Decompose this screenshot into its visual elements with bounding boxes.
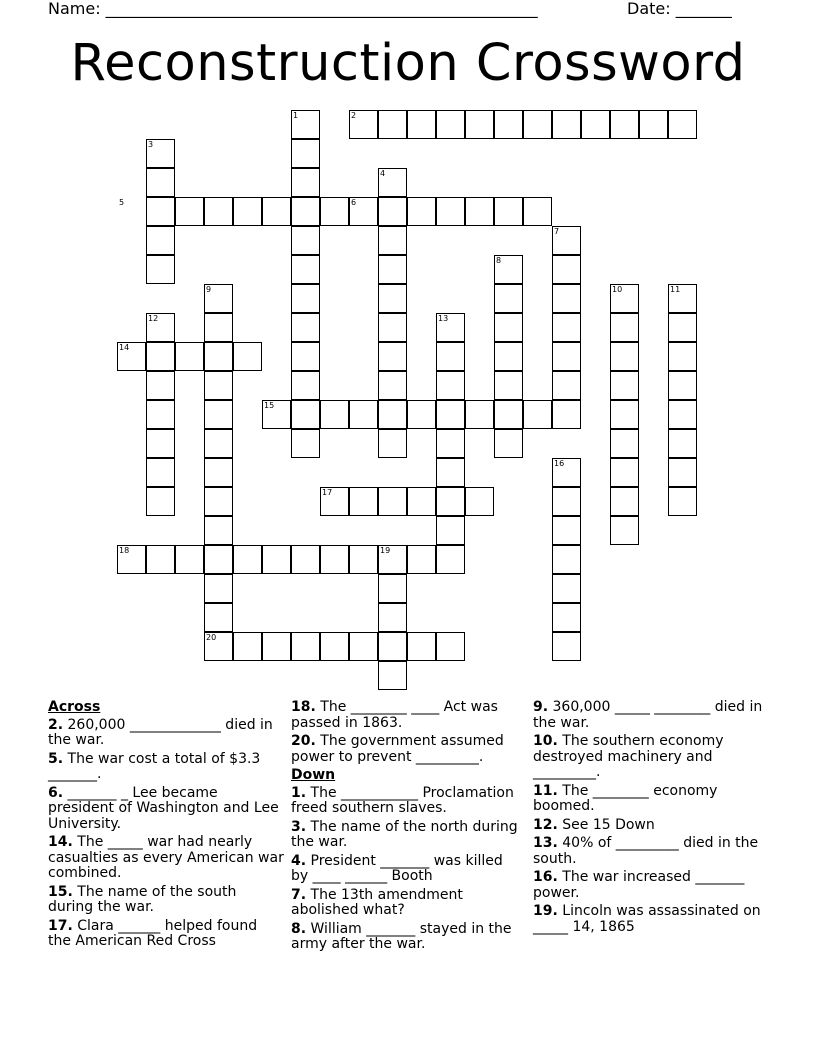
clue-number: 19.	[533, 903, 558, 919]
clue-text: William _______ stayed in the army after the war.	[291, 920, 512, 952]
crossword-cell[interactable]	[668, 313, 697, 342]
crossword-cell[interactable]	[523, 197, 552, 226]
clue-item	[48, 835, 284, 882]
clues-column-1	[48, 700, 284, 953]
clue-text: 260,000 _____________ died in the war.	[48, 716, 273, 748]
crossword-cell[interactable]	[407, 110, 436, 139]
crossword-cell[interactable]	[291, 632, 320, 661]
crossword-cell[interactable]	[204, 400, 233, 429]
cell-number: 13	[438, 314, 449, 323]
crossword-cell[interactable]	[378, 603, 407, 632]
cell-number: 1	[293, 111, 299, 120]
clue-item	[291, 820, 523, 851]
clue-item	[291, 922, 523, 953]
crossword-cell[interactable]	[378, 255, 407, 284]
clue-item	[48, 786, 284, 833]
crossword-cell[interactable]	[291, 545, 320, 574]
crossword-cell[interactable]	[146, 197, 175, 226]
crossword-cell[interactable]	[291, 139, 320, 168]
clue-number: 15.	[48, 883, 73, 900]
crossword-cell[interactable]	[610, 487, 639, 516]
crossword-cell[interactable]	[175, 342, 204, 371]
crossword-cell[interactable]	[175, 197, 204, 226]
crossword-cell[interactable]	[320, 632, 349, 661]
clue-text: The ___________ Proclamation freed southern slaves.	[291, 784, 514, 816]
crossword-cell[interactable]	[552, 400, 581, 429]
crossword-cell[interactable]	[552, 284, 581, 313]
crossword-cell[interactable]	[407, 487, 436, 516]
crossword-cell[interactable]	[378, 110, 407, 139]
clue-text: The ________ economy boomed.	[533, 782, 718, 814]
crossword-cell[interactable]	[407, 197, 436, 226]
crossword-cell[interactable]	[146, 226, 175, 255]
clue-number: 17.	[48, 917, 73, 934]
page-title: Reconstruction Crossword	[70, 34, 746, 93]
crossword-cell[interactable]	[465, 110, 494, 139]
clue-number: 2.	[48, 716, 64, 733]
date-field[interactable]: Date: _______	[627, 0, 732, 18]
clue-number: 14.	[48, 834, 73, 850]
clue-number: 5.	[48, 750, 64, 767]
crossword-cell[interactable]	[204, 429, 233, 458]
crossword-cell[interactable]	[204, 458, 233, 487]
clue-text: The southern economy destroyed machinery and _________.	[533, 733, 724, 780]
crossword-cell[interactable]	[552, 342, 581, 371]
clue-text: 360,000 _____ ________ died in the war.	[533, 699, 763, 731]
crossword-cell[interactable]	[320, 400, 349, 429]
clue-number: 8.	[291, 920, 307, 937]
crossword-cell[interactable]	[378, 632, 407, 661]
clue-number: 3.	[291, 818, 307, 835]
clue-number: 11.	[533, 782, 558, 799]
crossword-cell[interactable]	[436, 487, 465, 516]
crossword-cell[interactable]	[523, 400, 552, 429]
clue-text: 40% of _________ died in the south.	[533, 835, 759, 867]
crossword-cell[interactable]	[552, 545, 581, 574]
clue-number: 20.	[291, 733, 316, 749]
clue-number: 7.	[291, 886, 307, 903]
clue-section-heading: Across	[48, 699, 101, 715]
clue-item	[291, 854, 523, 885]
crossword-cell[interactable]	[552, 110, 581, 139]
crossword-cell[interactable]	[146, 487, 175, 516]
crossword-cell[interactable]	[407, 632, 436, 661]
name-field[interactable]: Name: ______________________________________________________	[48, 0, 538, 18]
clue-number: 16.	[533, 869, 558, 885]
crossword-cell[interactable]	[262, 632, 291, 661]
crossword-cell[interactable]	[436, 545, 465, 574]
clue-item	[48, 752, 284, 783]
clue-text: The _____ war had nearly casualties as every American war combined.	[48, 834, 284, 881]
cell-number: 7	[554, 227, 560, 236]
crossword-cell[interactable]	[204, 487, 233, 516]
crossword-cell[interactable]	[494, 371, 523, 400]
cell-number: 11	[670, 285, 681, 294]
crossword-cell[interactable]	[291, 429, 320, 458]
crossword-cell[interactable]	[204, 342, 233, 371]
crossword-cell[interactable]	[552, 632, 581, 661]
crossword-cell[interactable]	[233, 632, 262, 661]
crossword-cell[interactable]	[378, 661, 407, 690]
cell-number: 20	[206, 633, 217, 642]
clue-text: _______ _ Lee became president of Washington and Lee University.	[48, 784, 279, 832]
clue-item	[291, 786, 523, 817]
crossword-cell[interactable]	[378, 342, 407, 371]
cell-number: 10	[612, 285, 623, 294]
crossword-cell[interactable]	[494, 342, 523, 371]
crossword-cell[interactable]	[436, 400, 465, 429]
crossword-cell[interactable]	[668, 487, 697, 516]
crossword-cell[interactable]	[349, 487, 378, 516]
crossword-cell[interactable]	[349, 545, 378, 574]
crossword-cell[interactable]	[262, 197, 291, 226]
crossword-cell[interactable]	[378, 487, 407, 516]
clue-item	[48, 718, 284, 749]
clue-text: The 13th amendment abolished what?	[291, 886, 463, 918]
crossword-cell[interactable]	[146, 429, 175, 458]
crossword-cell[interactable]	[291, 313, 320, 342]
clue-item	[48, 919, 284, 950]
crossword-cell[interactable]	[610, 371, 639, 400]
clue-item	[533, 734, 769, 781]
crossword-cell[interactable]	[436, 342, 465, 371]
clue-section-heading: Down	[291, 767, 336, 783]
crossword-cell[interactable]	[552, 487, 581, 516]
crossword-cell[interactable]	[436, 429, 465, 458]
crossword-cell[interactable]	[610, 429, 639, 458]
clue-text: President _______ was killed by ____ ______ Booth	[291, 852, 503, 884]
crossword-cell[interactable]	[204, 197, 233, 226]
cell-number: 19	[380, 546, 391, 555]
crossword-cell[interactable]	[378, 197, 407, 226]
crossword-cell[interactable]	[291, 400, 320, 429]
crossword-cell[interactable]	[610, 400, 639, 429]
crossword-cell[interactable]	[349, 400, 378, 429]
crossword-cell[interactable]	[146, 458, 175, 487]
crossword-cell[interactable]	[639, 110, 668, 139]
clues-column-2	[291, 700, 523, 956]
crossword-cell[interactable]	[378, 574, 407, 603]
cell-number: 2	[351, 111, 357, 120]
crossword-cell[interactable]	[291, 371, 320, 400]
clue-number: 10.	[533, 733, 558, 749]
crossword-cell[interactable]	[291, 226, 320, 255]
clue-number: 13.	[533, 835, 558, 851]
clue-text: See 15 Down	[557, 816, 655, 833]
cell-number: 18	[119, 546, 130, 555]
cell-number: 6	[351, 198, 357, 207]
crossword-cell[interactable]	[465, 197, 494, 226]
crossword-cell[interactable]	[349, 632, 378, 661]
clue-number: 6.	[48, 784, 64, 801]
crossword-cell[interactable]	[436, 371, 465, 400]
crossword-cell[interactable]	[291, 342, 320, 371]
crossword-cell[interactable]	[668, 371, 697, 400]
cell-number: 8	[496, 256, 502, 265]
crossword-cell[interactable]	[668, 400, 697, 429]
crossword-cell[interactable]	[146, 168, 175, 197]
crossword-cell[interactable]	[581, 110, 610, 139]
clue-text: The war increased _______ power.	[533, 869, 745, 901]
cell-number: 16	[554, 459, 565, 468]
cell-number: 12	[148, 314, 159, 323]
crossword-cell[interactable]	[378, 429, 407, 458]
crossword-cell[interactable]	[436, 110, 465, 139]
crossword-cell[interactable]	[378, 371, 407, 400]
crossword-cell[interactable]	[146, 371, 175, 400]
crossword-cell[interactable]	[204, 371, 233, 400]
crossword-cell[interactable]	[494, 429, 523, 458]
clue-text: The ________ ____ Act was passed in 1863.	[291, 699, 498, 731]
crossword-cell[interactable]	[378, 400, 407, 429]
crossword-cell[interactable]	[320, 545, 349, 574]
clue-item	[291, 888, 523, 919]
crossword-cell[interactable]	[668, 342, 697, 371]
crossword-cell[interactable]	[291, 255, 320, 284]
crossword-cell[interactable]	[552, 516, 581, 545]
crossword-cell[interactable]	[204, 574, 233, 603]
crossword-cell[interactable]	[494, 313, 523, 342]
crossword-cell[interactable]	[552, 313, 581, 342]
clue-item	[291, 700, 523, 731]
crossword-cell[interactable]	[523, 110, 552, 139]
clue-item	[291, 734, 523, 765]
clue-item	[533, 700, 769, 731]
crossword-cell[interactable]	[552, 603, 581, 632]
crossword-cell[interactable]	[233, 197, 262, 226]
crossword-cell[interactable]	[204, 313, 233, 342]
crossword-cell[interactable]	[494, 110, 523, 139]
crossword-cell[interactable]	[465, 400, 494, 429]
crossword-cell[interactable]	[494, 400, 523, 429]
crossword-cell[interactable]	[494, 284, 523, 313]
clue-text: Clara ______ helped found the American Red Cross	[48, 917, 258, 949]
crossword-cell[interactable]	[233, 545, 262, 574]
cell-number: 14	[119, 343, 130, 352]
clue-number: 9.	[533, 699, 549, 715]
crossword-cell[interactable]	[407, 400, 436, 429]
crossword-cell[interactable]	[494, 197, 523, 226]
crossword-cell[interactable]	[436, 516, 465, 545]
crossword-cell[interactable]	[436, 458, 465, 487]
clue-text: The government assumed power to prevent _________.	[291, 733, 504, 765]
cell-number: 5	[119, 198, 125, 207]
clue-item	[533, 870, 769, 901]
crossword-cell[interactable]	[175, 545, 204, 574]
crossword-cell[interactable]	[668, 429, 697, 458]
crossword-cell[interactable]	[610, 516, 639, 545]
cell-number: 9	[206, 285, 212, 294]
clue-text: Lincoln was assassinated on _____ 14, 1865	[533, 903, 761, 935]
clue-text: The name of the south during the war.	[48, 883, 237, 915]
crossword-cell[interactable]	[552, 574, 581, 603]
crossword-cell[interactable]	[552, 255, 581, 284]
crossword-cell[interactable]	[378, 313, 407, 342]
crossword-cell[interactable]	[436, 632, 465, 661]
crossword-cell[interactable]	[204, 545, 233, 574]
clue-text: The name of the north during the war.	[291, 818, 518, 850]
crossword-cell[interactable]	[610, 458, 639, 487]
clue-number: 4.	[291, 852, 307, 869]
crossword-cell[interactable]	[146, 545, 175, 574]
crossword-cell[interactable]	[291, 197, 320, 226]
clue-text: The war cost a total of $3.3 _______.	[48, 750, 261, 782]
crossword-cell[interactable]	[610, 342, 639, 371]
crossword-cell[interactable]	[465, 487, 494, 516]
crossword-cell[interactable]	[378, 284, 407, 313]
cell-number: 15	[264, 401, 275, 410]
clue-item	[533, 836, 769, 867]
crossword-cell[interactable]	[610, 313, 639, 342]
crossword-cell[interactable]	[204, 603, 233, 632]
crossword-cell[interactable]	[407, 545, 436, 574]
crossword-cell[interactable]	[320, 197, 349, 226]
crossword-cell[interactable]	[668, 458, 697, 487]
crossword-cell[interactable]	[378, 226, 407, 255]
clue-item	[533, 818, 769, 834]
crossword-cell[interactable]	[204, 516, 233, 545]
crossword-cell[interactable]	[291, 284, 320, 313]
clue-item	[533, 784, 769, 815]
clue-number: 12.	[533, 816, 558, 833]
crossword-cell[interactable]	[146, 400, 175, 429]
crossword-cell[interactable]	[233, 342, 262, 371]
cell-number: 4	[380, 169, 386, 178]
clue-item	[533, 904, 769, 935]
clue-number: 1.	[291, 784, 307, 801]
clue-number: 18.	[291, 699, 316, 715]
cell-number: 3	[148, 140, 154, 149]
crossword-cell[interactable]	[146, 255, 175, 284]
crossword-cell[interactable]	[668, 110, 697, 139]
crossword-cell[interactable]	[262, 545, 291, 574]
cell-number: 17	[322, 488, 333, 497]
crossword-cell[interactable]	[610, 110, 639, 139]
clue-item	[48, 885, 284, 916]
crossword-cell[interactable]	[552, 371, 581, 400]
crossword-cell[interactable]	[291, 168, 320, 197]
clues-column-3	[533, 700, 769, 938]
crossword-cell[interactable]	[436, 197, 465, 226]
crossword-cell[interactable]	[146, 342, 175, 371]
